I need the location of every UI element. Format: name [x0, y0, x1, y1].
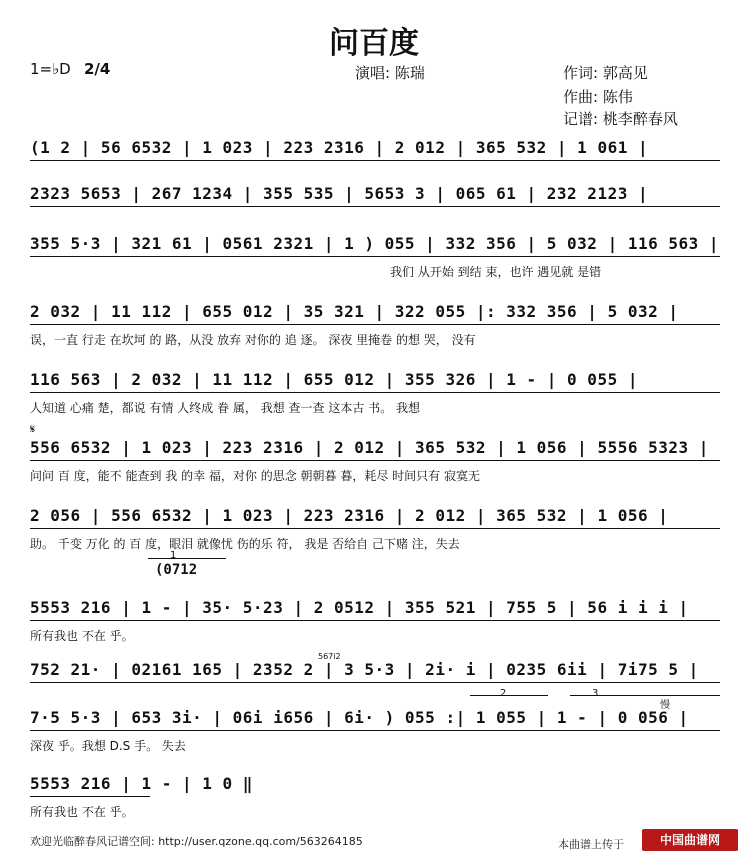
staff-notes: 7·5 5·3 | 653 3i· | 06i i656 | 6i· ) 055 :| 1 055 | 1 - | 0 056 |: [30, 708, 689, 727]
staff-notes: 116 563 | 2 032 | 11 112 | 655 012 | 355 326 | 1 - | 0 055 |: [30, 370, 638, 389]
lyric-line: 深夜 乎。我想 D.S 手。 失去: [30, 739, 186, 753]
singer: 演唱: 陈瑞: [355, 64, 425, 82]
beam: [30, 796, 150, 797]
beam: [30, 730, 720, 731]
grace-notes: 567i2: [318, 652, 341, 661]
staff-notes: 355 5·3 | 321 61 | 0561 2321 | 1 ) 055 | 332 356 | 5 032 | 116 563 |: [30, 234, 720, 253]
volta-bracket: [148, 558, 226, 559]
volta-number: 2: [500, 688, 507, 699]
volta-number: 3: [592, 688, 599, 699]
composer: 作曲: 陈伟: [563, 88, 633, 106]
footer-uploaded: 本曲谱上传于: [558, 838, 624, 851]
staff-notes: 2 056 | 556 6532 | 1 023 | 223 2316 | 2 012 | 365 532 | 1 056 |: [30, 506, 669, 525]
time-signature: 2/4: [84, 60, 111, 78]
staff-notes: (1 2 | 56 6532 | 1 023 | 223 2316 | 2 012 | 365 532 | 1 061 |: [30, 138, 649, 157]
key-signature: 1=♭D: [30, 60, 71, 78]
lyric-line: 我们 从开始 到结 束，也许 遇见就 是错: [390, 265, 602, 279]
beam: [30, 682, 720, 683]
volta-number: 1: [170, 550, 177, 561]
staff-notes: 752 21· | 02161 165 | 2352 2 | 3 5·3 | 2i· i | 0235 6ii | 7i75 5 |: [30, 660, 699, 679]
beam: [30, 460, 720, 461]
tempo-mark: 慢: [660, 700, 670, 711]
staff-notes: 5553 216 | 1 - | 35· 5·23 | 2 0512 | 355 521 | 755 5 | 56 i i i |: [30, 598, 689, 617]
beam: [30, 160, 720, 161]
lyric-line: 所有我也 不在 乎。: [30, 629, 134, 643]
beam: [30, 620, 720, 621]
site-logo: 中国曲谱网: [642, 829, 738, 851]
lyric-line: 助。 千变 万化 的 百 度，眼泪 就像忧 伤的乐 符， 我是 否给自 己下赌 注，失去: [30, 537, 460, 551]
transcriber: 记谱: 桃李醉春风: [563, 110, 678, 128]
beam: [30, 392, 720, 393]
beam: [30, 206, 720, 207]
staff-notes: 2323 5653 | 267 1234 | 355 535 | 5653 3 | 065 61 | 232 2123 |: [30, 184, 649, 203]
beam: [30, 256, 720, 257]
beam: [30, 324, 720, 325]
page-title: 问百度: [329, 26, 419, 61]
staff-notes: 556 6532 | 1 023 | 223 2316 | 2 012 | 365 532 | 1 056 | 5556 5323 |: [30, 438, 709, 457]
staff-notes: 2 032 | 11 112 | 655 012 | 35 321 | 322 055 |: 332 356 | 5 032 |: [30, 302, 679, 321]
lyric-line: 人知道 心痛 楚，都说 有情 人终成 眷 属， 我想 查一查 这本古 书。 我想: [30, 401, 420, 415]
volta-bracket: [470, 695, 548, 696]
lyric-line: 所有我也 不在 乎。: [30, 805, 134, 819]
pickup-notes: (0712: [155, 562, 198, 578]
staff-notes: 5553 216 | 1 - | 1 0 ‖: [30, 774, 253, 793]
lyric-line: 误，一直 行走 在坎坷 的 路，从没 放弃 对你的 追 逐。 深夜 里掩卷 的想 哭， 没有: [30, 333, 476, 347]
footer-welcome: 欢迎光临醉春风记谱空间: http://user.qzone.qq.com/563264185: [30, 835, 363, 848]
beam: [30, 528, 720, 529]
lyric-line: 问问 百 度，能不 能查到 我 的幸 福，对你 的思念 朝朝暮 暮，耗尽 时间只有 寂寞无: [30, 469, 480, 483]
lyricist: 作词: 郭高见: [563, 64, 648, 82]
segno-icon: 𝄋: [30, 422, 36, 436]
